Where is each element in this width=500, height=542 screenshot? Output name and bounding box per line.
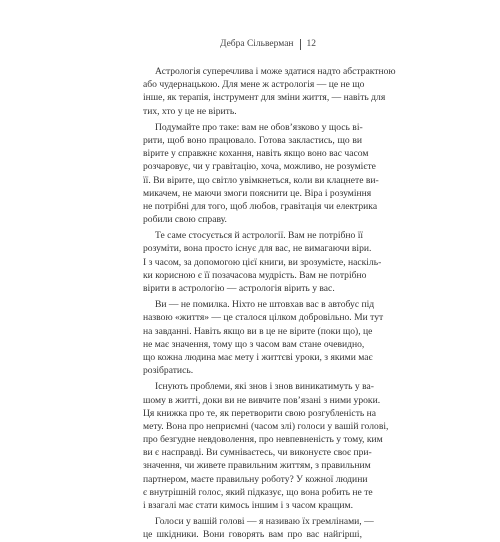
text-line: шому в житті, доки ви не вивчите пов’язані з ними уроки. <box>143 394 381 406</box>
text-line: І з часом, за допомогою цієї книги, ви зрозумієте, наскіль- <box>143 256 382 268</box>
text-line: назвою «життя» — це сталося цілком добровільно. Ми тут <box>143 312 384 324</box>
text-line: Існують проблеми, які знов і знов виникатимуть у ва- <box>155 381 374 393</box>
paragraph <box>143 298 384 377</box>
text-line: вірити в астрологію — астрологія вірить у вас. <box>143 283 335 294</box>
text-line: що кожна людина має мету і життєві уроки, з якими має <box>143 351 373 363</box>
paragraph <box>143 65 396 118</box>
text-line: Подумайте про таке: вам не обов’язково у щось ві- <box>155 121 363 133</box>
text-line: це шкідники. Вони говорять вам про вас найгірші, <box>143 529 362 541</box>
paragraph <box>143 229 382 295</box>
text-line: микачем, не маючи змоги пояснити це. Віра і розуміння <box>143 187 372 199</box>
text-line: Ви — не помилка. Ніхто не штовхав вас в автобус під <box>155 299 375 311</box>
text-line: ки корисною є її позачасова мудрість. Вам не потрібно <box>143 269 367 281</box>
text-line: розуміти, вона просто існує для вас, не вимагаючи віри. <box>143 243 372 255</box>
text-line: не має значення, тому що з часом вам стане очевидно, <box>143 338 365 350</box>
paragraph <box>143 380 389 512</box>
text-line: і взагалі має стати кимось іншим і з часом кращим. <box>143 500 353 511</box>
body-text <box>143 65 396 542</box>
text-line: про безгудне невдоволення, про невпевненість у тому, ким <box>143 434 383 446</box>
text-line: на завданні. Навіть якщо ви в це не вірите (поки що), це <box>143 325 373 337</box>
text-line: або чудернацькою. Для мене ж астрологія — це не що <box>143 79 365 91</box>
header-page-number: 12 <box>306 39 317 49</box>
text-line: інше, як терапія, інструмент для зміни життя, — навіть для <box>143 92 386 104</box>
text-line: вірите у справжнє кохання, навіть якщо воно вас часом <box>143 148 369 160</box>
text-line: ви є насправді. Ви сумніваєтесь, чи виконуєте своє при- <box>143 447 372 459</box>
text-line: Астрологія суперечлива і може здатися надто абстрактною <box>155 66 396 77</box>
text-line: є внутрішній голос, який підказує, що вона робить не те <box>143 486 373 498</box>
text-line: не потрібні для того, щоб любов, гравітація чи електрика <box>143 200 378 212</box>
text-line: Те саме стосується й астрології. Вам не потрібно її <box>155 230 364 242</box>
text-line: тих, хто у це не вірить. <box>143 105 237 117</box>
text-line: робили свою справу. <box>143 214 227 226</box>
text-line: її. Ви вірите, що світло увімкнеться, коли ви клацнете ви- <box>143 174 379 186</box>
text-line: значення, чи живете правильним життям, з правильним <box>143 460 371 472</box>
paragraph <box>143 121 379 227</box>
text-line: партнером, маєте правильну роботу? У кожної людини <box>143 473 368 485</box>
text-line: мету. Вона про неприємні (часом злі) голоси у вашій голові, <box>143 420 389 432</box>
header-author: Дебра Сільверман <box>219 39 294 49</box>
text-line: розчаровує, чи у гравітацію, хоча, можливо, не розумієте <box>143 161 376 173</box>
paragraph <box>143 515 374 541</box>
text-line: розібратись. <box>143 365 194 377</box>
running-header <box>188 36 348 52</box>
text-line: Ця книжка про те, як перетворити свою розгубленість на <box>143 407 377 419</box>
header-separator <box>300 39 301 50</box>
text-line: рити, щоб воно працювало. Готова закластись, що ви <box>143 134 362 146</box>
text-line: Голоси у вашій голові — я називаю їх гремлінами, — <box>155 516 374 528</box>
